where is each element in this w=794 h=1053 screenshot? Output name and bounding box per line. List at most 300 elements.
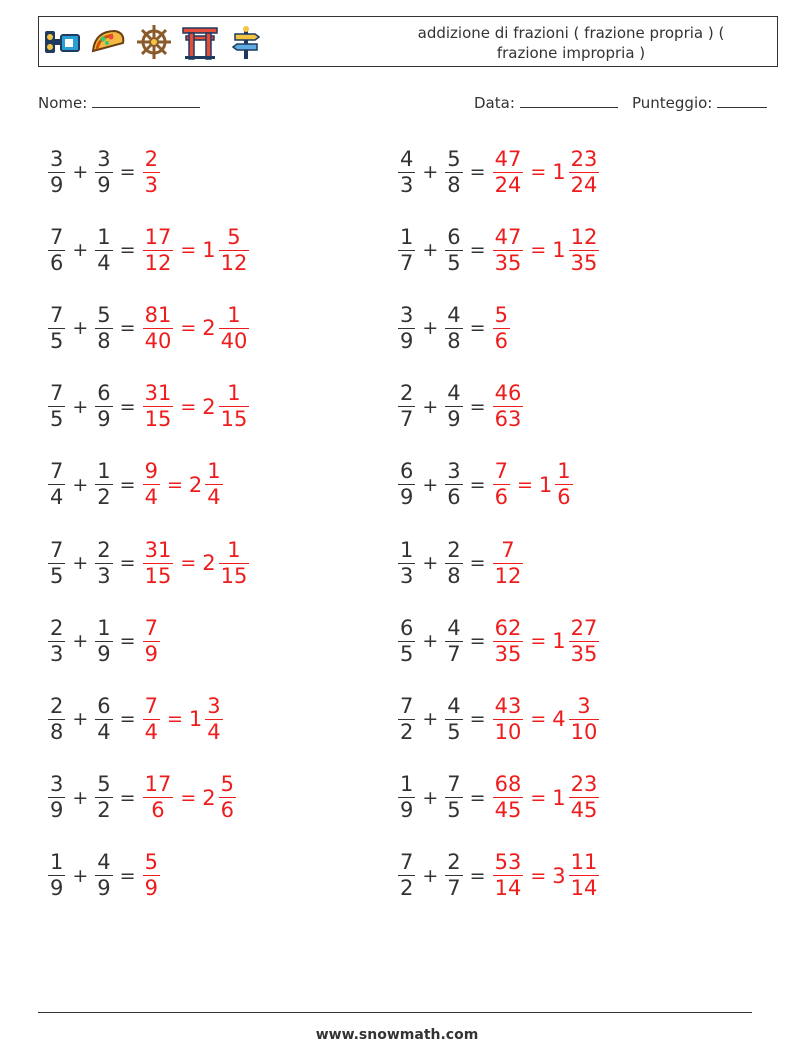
answer-fraction-numerator: 31 [144, 381, 172, 406]
addend-2-numerator: 6 [447, 224, 461, 249]
mixed-whole: 1 [552, 785, 566, 810]
answer-fraction-numerator: 17 [144, 224, 172, 249]
header-icons [43, 23, 265, 61]
mixed-fraction-numerator: 3 [577, 693, 591, 718]
mixed-fraction-denominator: 6 [557, 485, 571, 510]
plus-sign: + [422, 552, 439, 574]
answer-fraction-denominator: 14 [494, 876, 522, 901]
answer-fraction-numerator: 47 [494, 224, 522, 249]
addend-2 [445, 381, 462, 432]
equals-sign: = [166, 708, 183, 731]
addend-1 [398, 147, 415, 198]
addend-1-denominator: 9 [400, 328, 414, 353]
equals-sign: = [180, 317, 197, 340]
mixed-fraction-denominator: 12 [220, 250, 248, 275]
mixed-fraction [569, 772, 600, 823]
addend-1-denominator: 5 [400, 641, 414, 666]
mixed-fraction-numerator: 11 [570, 850, 598, 875]
mixed-whole: 2 [202, 551, 216, 575]
plus-sign: + [422, 239, 439, 262]
equals-sign: = [469, 317, 486, 340]
addend-1-denominator: 5 [50, 407, 64, 432]
addend-1 [48, 616, 65, 667]
taco-icon [89, 23, 127, 61]
addend-1-denominator: 2 [400, 719, 414, 744]
addend-1-denominator: 7 [400, 407, 414, 432]
equals-sign: = [530, 239, 547, 262]
addend-1-numerator: 7 [400, 850, 414, 875]
addend-2-denominator: 3 [97, 563, 111, 588]
addend-2-numerator: 2 [97, 537, 111, 562]
answer-fraction [143, 538, 174, 589]
plus-sign: + [422, 786, 439, 809]
mixed-whole: 2 [202, 394, 216, 419]
addend-1-numerator: 7 [50, 381, 64, 406]
answer-fraction-numerator: 62 [494, 615, 522, 640]
addend-1 [48, 850, 65, 901]
equals-sign: = [180, 395, 197, 418]
plus-sign: + [72, 786, 89, 809]
answer-fraction [493, 225, 524, 276]
addend-1-numerator: 1 [50, 850, 64, 875]
mixed-fraction-denominator: 35 [570, 250, 598, 275]
answer-fraction [493, 538, 524, 589]
mixed-fraction [219, 538, 250, 589]
answer-fraction-numerator: 9 [144, 459, 158, 484]
addend-2-denominator: 8 [447, 328, 461, 353]
mixed-whole: 2 [202, 785, 216, 810]
mixed-whole: 1 [552, 629, 566, 654]
addend-2-numerator: 2 [447, 850, 461, 875]
addend-2-denominator: 8 [447, 563, 461, 588]
answer-fraction [143, 850, 160, 901]
addend-2-numerator: 5 [97, 772, 111, 797]
addend-2-denominator: 4 [97, 719, 111, 744]
addend-2 [445, 225, 462, 276]
addend-2 [95, 459, 112, 510]
mixed-fraction [219, 303, 250, 354]
mixed-fraction-denominator: 40 [220, 328, 248, 353]
mixed-fraction [569, 225, 600, 276]
addend-2-numerator: 5 [97, 302, 111, 327]
addend-1 [398, 850, 415, 901]
addend-2 [95, 147, 112, 198]
answer-fraction [493, 459, 510, 510]
addend-2-denominator: 7 [447, 641, 461, 666]
addend-1 [398, 694, 415, 745]
addend-1-denominator: 2 [400, 876, 414, 901]
mixed-whole: 1 [538, 472, 553, 497]
problem-row [395, 142, 602, 202]
mixed-fraction-numerator: 1 [227, 381, 241, 406]
mixed-fraction-denominator: 15 [220, 563, 248, 588]
addend-2 [95, 225, 112, 276]
mixed-fraction-numerator: 1 [227, 537, 241, 562]
mixed-whole: 2 [188, 472, 203, 497]
header-box [38, 16, 778, 67]
problem-row [45, 846, 163, 906]
problem-row [45, 768, 239, 828]
problem-row [45, 455, 226, 515]
addend-2 [95, 538, 112, 589]
mixed-fraction-denominator: 6 [220, 798, 234, 823]
addend-2-denominator: 8 [97, 328, 111, 353]
problem-row [45, 142, 163, 202]
date-label: Data: [474, 94, 515, 112]
plus-sign: + [72, 317, 89, 340]
mixed-fraction-denominator: 35 [570, 641, 598, 666]
addend-1-denominator: 9 [50, 798, 64, 823]
problem-row [45, 689, 226, 749]
equals-sign: = [119, 864, 136, 887]
addend-2 [445, 772, 462, 823]
mixed-fraction [219, 225, 250, 276]
equals-sign: = [530, 786, 547, 809]
name-blank[interactable] [92, 93, 200, 108]
equals-sign: = [469, 239, 486, 262]
mixed-fraction [569, 147, 600, 198]
addend-2 [95, 303, 112, 354]
plus-sign: + [422, 395, 439, 418]
answer-fraction [493, 616, 524, 667]
answer-fraction-denominator: 6 [494, 485, 508, 510]
equals-sign: = [530, 708, 547, 731]
equals-sign: = [119, 630, 136, 653]
addend-2-numerator: 4 [97, 850, 111, 875]
equals-sign: = [180, 552, 197, 574]
addend-1-numerator: 1 [400, 224, 414, 249]
addend-1 [398, 459, 415, 510]
answer-fraction [143, 147, 160, 198]
answer-fraction [143, 303, 174, 354]
problem-row [395, 220, 602, 280]
mixed-fraction-denominator: 10 [570, 719, 598, 744]
problem-row [45, 611, 163, 671]
addend-1 [48, 694, 65, 745]
equals-sign: = [469, 708, 486, 731]
equals-sign: = [530, 630, 547, 653]
addend-1-denominator: 3 [400, 563, 414, 588]
addend-1-denominator: 9 [400, 485, 414, 510]
plus-sign: + [422, 317, 439, 340]
worksheet-title: addizione di frazioni ( frazione propria ) ( frazione impropria ) [417, 24, 725, 62]
answer-fraction-numerator: 7 [501, 537, 515, 562]
addend-2 [445, 303, 462, 354]
addend-2 [445, 147, 462, 198]
problem-row [395, 455, 576, 515]
addend-1 [398, 772, 415, 823]
addend-1-numerator: 7 [50, 459, 64, 484]
answer-fraction-numerator: 81 [144, 302, 172, 327]
addend-2-denominator: 2 [97, 485, 111, 510]
equals-sign: = [180, 239, 197, 262]
score-blank[interactable] [717, 93, 767, 108]
answer-fraction-numerator: 68 [494, 772, 522, 797]
answer-fraction-numerator: 53 [494, 850, 522, 875]
addend-1-denominator: 6 [50, 250, 64, 275]
addend-1 [48, 772, 65, 823]
mixed-fraction-denominator: 4 [207, 719, 221, 744]
addend-2-denominator: 9 [97, 876, 111, 901]
answer-fraction-numerator: 7 [144, 615, 158, 640]
problem-row [395, 846, 602, 906]
addend-2-numerator: 6 [97, 693, 111, 718]
addend-2-numerator: 1 [97, 459, 111, 484]
problem-row [45, 220, 252, 280]
addend-2-numerator: 6 [97, 381, 111, 406]
name-field [38, 93, 200, 112]
answer-fraction [143, 225, 174, 276]
addend-2 [95, 616, 112, 667]
mixed-fraction [555, 459, 572, 510]
addend-2 [445, 694, 462, 745]
equals-sign: = [119, 552, 136, 574]
addend-2-denominator: 2 [97, 798, 111, 823]
equals-sign: = [119, 708, 136, 731]
plus-sign: + [72, 552, 89, 574]
mixed-fraction-numerator: 1 [227, 302, 241, 327]
addend-2-numerator: 2 [447, 537, 461, 562]
answer-fraction-denominator: 6 [494, 328, 508, 353]
mixed-fraction-denominator: 4 [207, 485, 221, 510]
answer-fraction-numerator: 47 [494, 146, 522, 171]
addend-2-denominator: 5 [447, 798, 461, 823]
addend-2-numerator: 4 [447, 302, 461, 327]
addend-2-numerator: 4 [447, 615, 461, 640]
equals-sign: = [469, 473, 486, 496]
addend-1-numerator: 7 [50, 537, 64, 562]
mixed-whole: 1 [552, 238, 566, 263]
addend-2 [445, 459, 462, 510]
mixed-fraction-numerator: 3 [207, 693, 221, 718]
addend-1-numerator: 4 [400, 146, 414, 171]
mixed-fraction-numerator: 23 [570, 146, 598, 171]
addend-1-denominator: 8 [50, 719, 64, 744]
ship-wheel-icon [135, 23, 173, 61]
addend-2-denominator: 4 [97, 250, 111, 275]
answer-fraction [143, 616, 160, 667]
addend-2-denominator: 9 [97, 172, 111, 197]
answer-fraction-denominator: 4 [144, 485, 158, 510]
addend-1-denominator: 7 [400, 250, 414, 275]
addend-1-numerator: 3 [400, 302, 414, 327]
date-blank[interactable] [520, 93, 618, 108]
mixed-fraction-numerator: 27 [570, 615, 598, 640]
answer-fraction [143, 694, 160, 745]
addend-1 [48, 459, 65, 510]
footer-url: www.snowmath.com [315, 1027, 479, 1043]
mixed-fraction-numerator: 12 [570, 224, 598, 249]
mixed-fraction-denominator: 45 [570, 798, 598, 823]
addend-2 [445, 616, 462, 667]
plus-sign: + [72, 630, 89, 653]
answer-fraction-denominator: 9 [144, 876, 158, 901]
plus-sign: + [422, 708, 439, 731]
addend-1-denominator: 9 [50, 172, 64, 197]
mixed-whole: 2 [202, 316, 216, 341]
addend-1-denominator: 9 [400, 798, 414, 823]
addend-2-numerator: 7 [447, 772, 461, 797]
answer-fraction [493, 381, 524, 432]
answer-fraction-numerator: 17 [144, 772, 172, 797]
addend-1-denominator: 3 [50, 641, 64, 666]
mixed-whole: 1 [188, 707, 203, 732]
addend-2 [445, 850, 462, 901]
answer-fraction-denominator: 15 [144, 563, 172, 588]
mixed-fraction [205, 459, 222, 510]
addend-1-numerator: 7 [400, 693, 414, 718]
answer-fraction-denominator: 9 [144, 641, 158, 666]
mixed-fraction-numerator: 23 [570, 772, 598, 797]
answer-fraction-denominator: 4 [144, 719, 158, 744]
equals-sign: = [119, 395, 136, 418]
plus-sign: + [422, 473, 439, 496]
mixed-fraction-denominator: 24 [570, 172, 598, 197]
answer-fraction-denominator: 63 [494, 407, 522, 432]
addend-1 [398, 616, 415, 667]
plus-sign: + [72, 239, 89, 262]
addend-1 [398, 303, 415, 354]
problem-row [395, 768, 602, 828]
score-label: Punteggio: [632, 94, 713, 112]
answer-fraction [143, 459, 160, 510]
answer-fraction-denominator: 12 [494, 563, 522, 588]
addend-1-numerator: 2 [50, 693, 64, 718]
answer-fraction-numerator: 31 [144, 537, 172, 562]
addend-1 [48, 381, 65, 432]
addend-2-numerator: 1 [97, 615, 111, 640]
addend-1-numerator: 7 [50, 302, 64, 327]
plus-sign: + [72, 161, 89, 183]
answer-fraction-numerator: 43 [494, 693, 522, 718]
plus-sign: + [72, 395, 89, 418]
equals-sign: = [469, 786, 486, 809]
equals-sign: = [469, 552, 486, 574]
addend-1-numerator: 6 [400, 615, 414, 640]
addend-1-numerator: 3 [50, 772, 64, 797]
addend-1-denominator: 5 [50, 563, 64, 588]
addend-1-numerator: 6 [400, 459, 414, 484]
addend-1-numerator: 7 [50, 224, 64, 249]
addend-1 [48, 225, 65, 276]
equals-sign: = [180, 786, 197, 809]
mixed-fraction-numerator: 1 [557, 459, 571, 484]
addend-2 [95, 772, 112, 823]
addend-2 [95, 850, 112, 901]
addend-2-denominator: 9 [97, 641, 111, 666]
mixed-whole: 1 [202, 238, 216, 263]
answer-fraction [493, 850, 524, 901]
mixed-fraction [569, 616, 600, 667]
equals-sign: = [469, 395, 486, 418]
addend-1-denominator: 4 [50, 485, 64, 510]
answer-fraction-numerator: 5 [494, 302, 508, 327]
answer-fraction-denominator: 15 [144, 407, 172, 432]
addend-1-denominator: 5 [50, 328, 64, 353]
answer-fraction-denominator: 10 [494, 719, 522, 744]
mixed-fraction-numerator: 5 [227, 224, 241, 249]
answer-fraction-denominator: 35 [494, 250, 522, 275]
plus-sign: + [422, 630, 439, 653]
plus-sign: + [422, 161, 439, 183]
addend-1-numerator: 2 [400, 381, 414, 406]
addend-2-denominator: 9 [447, 407, 461, 432]
addend-1 [398, 538, 415, 589]
answer-fraction-numerator: 46 [494, 381, 522, 406]
plus-sign: + [72, 473, 89, 496]
addend-1-numerator: 1 [400, 537, 414, 562]
plus-sign: + [72, 708, 89, 731]
problem-row [395, 689, 602, 749]
footer-divider [38, 1012, 752, 1013]
mixed-fraction [569, 850, 600, 901]
answer-fraction-denominator: 24 [494, 172, 522, 197]
addend-1 [398, 225, 415, 276]
mixed-fraction [219, 772, 236, 823]
answer-fraction-denominator: 40 [144, 328, 172, 353]
equals-sign: = [119, 473, 136, 496]
mixed-fraction-denominator: 14 [570, 876, 598, 901]
equals-sign: = [530, 864, 547, 887]
answer-fraction [143, 381, 174, 432]
problem-row [395, 611, 602, 671]
answer-fraction-denominator: 6 [151, 798, 165, 823]
addend-1-numerator: 1 [400, 772, 414, 797]
equals-sign: = [469, 864, 486, 887]
mixed-fraction-denominator: 15 [220, 407, 248, 432]
mixed-whole: 3 [552, 863, 566, 888]
video-camera-icon [43, 23, 81, 61]
answer-fraction-numerator: 7 [494, 459, 508, 484]
addend-1-denominator: 9 [50, 876, 64, 901]
addend-1 [48, 303, 65, 354]
equals-sign: = [119, 786, 136, 809]
answer-fraction-denominator: 12 [144, 250, 172, 275]
addend-1 [398, 381, 415, 432]
problem-row [45, 377, 252, 437]
score-field [632, 93, 767, 112]
addend-1-numerator: 2 [50, 615, 64, 640]
addend-1-numerator: 3 [50, 146, 64, 171]
equals-sign: = [119, 161, 136, 183]
mixed-fraction [205, 694, 222, 745]
answer-fraction [143, 772, 174, 823]
plus-sign: + [72, 864, 89, 887]
problem-row [395, 533, 526, 593]
addend-2-numerator: 4 [447, 381, 461, 406]
problem-row [45, 298, 252, 358]
answer-fraction [493, 147, 524, 198]
answer-fraction-denominator: 45 [494, 798, 522, 823]
answer-fraction-denominator: 3 [144, 172, 158, 197]
addend-1-denominator: 3 [400, 172, 414, 197]
equals-sign: = [119, 239, 136, 262]
addend-2-numerator: 3 [447, 459, 461, 484]
addend-2 [445, 538, 462, 589]
addend-2-numerator: 4 [447, 693, 461, 718]
addend-1 [48, 538, 65, 589]
addend-2-denominator: 6 [447, 485, 461, 510]
addend-2-denominator: 5 [447, 719, 461, 744]
problem-row [45, 533, 252, 593]
addend-1 [48, 147, 65, 198]
mixed-whole: 1 [552, 160, 566, 184]
date-field [474, 93, 618, 112]
addend-2-numerator: 5 [447, 146, 461, 171]
equals-sign: = [469, 630, 486, 653]
addend-2-denominator: 9 [97, 407, 111, 432]
mixed-fraction [569, 694, 600, 745]
